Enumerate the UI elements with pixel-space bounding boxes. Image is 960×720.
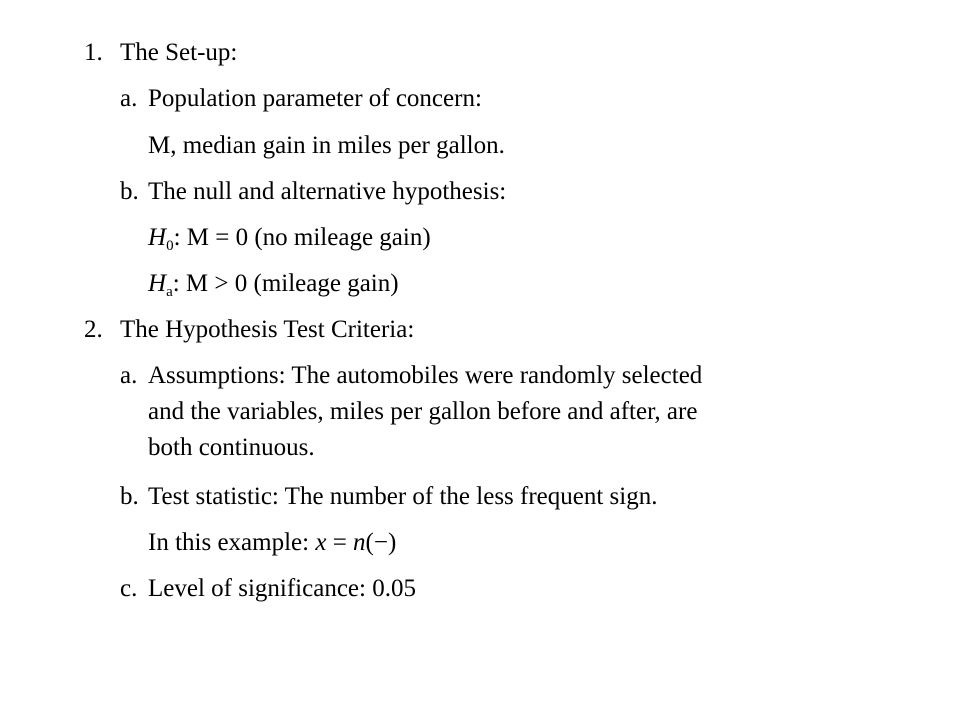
item-letter: b. xyxy=(120,483,139,510)
item-heading: The Set-up: xyxy=(120,39,238,66)
item-number: 2. xyxy=(84,316,103,343)
test-statistic-example xyxy=(148,528,396,558)
assumptions-line-1: Assumptions: The automobiles were randomly selected xyxy=(148,362,703,389)
item-text: M, median gain in miles per gallon. xyxy=(148,132,505,159)
assumptions-line-3: both continuous. xyxy=(148,434,315,461)
alternative-hypothesis xyxy=(148,269,399,299)
variable-x: x xyxy=(315,529,327,556)
assumptions-line-2: and the variables, miles per gallon before and after, are xyxy=(148,398,698,425)
hypothesis-subscript: 0 xyxy=(166,238,174,254)
item-text: Population parameter of concern: xyxy=(148,85,482,112)
item-text: Test statistic: The number of the less frequent sign. xyxy=(148,483,658,510)
variable-n: n xyxy=(353,529,366,556)
item-letter: c. xyxy=(120,575,138,602)
item-text: The null and alternative hypothesis: xyxy=(148,178,507,205)
item-letter: a. xyxy=(120,85,138,112)
hypothesis-text: : M = 0 (no mileage gain) xyxy=(173,224,431,251)
item-heading: The Hypothesis Test Criteria: xyxy=(120,316,415,343)
hypothesis-text: : M > 0 (mileage gain) xyxy=(172,270,399,297)
hypothesis-symbol: H xyxy=(148,270,167,297)
item-letter: a. xyxy=(120,362,138,389)
item-number: 1. xyxy=(84,39,103,66)
item-letter: b. xyxy=(120,178,139,205)
null-hypothesis xyxy=(148,223,431,253)
item-text: Level of significance: 0.05 xyxy=(148,575,416,602)
hypothesis-symbol: H xyxy=(148,224,167,251)
hypothesis-subscript: a xyxy=(166,284,173,300)
example-prefix: In this example: xyxy=(148,529,316,556)
equals-sign: = xyxy=(326,529,354,556)
minus-sign-paren: (−) xyxy=(365,529,397,556)
